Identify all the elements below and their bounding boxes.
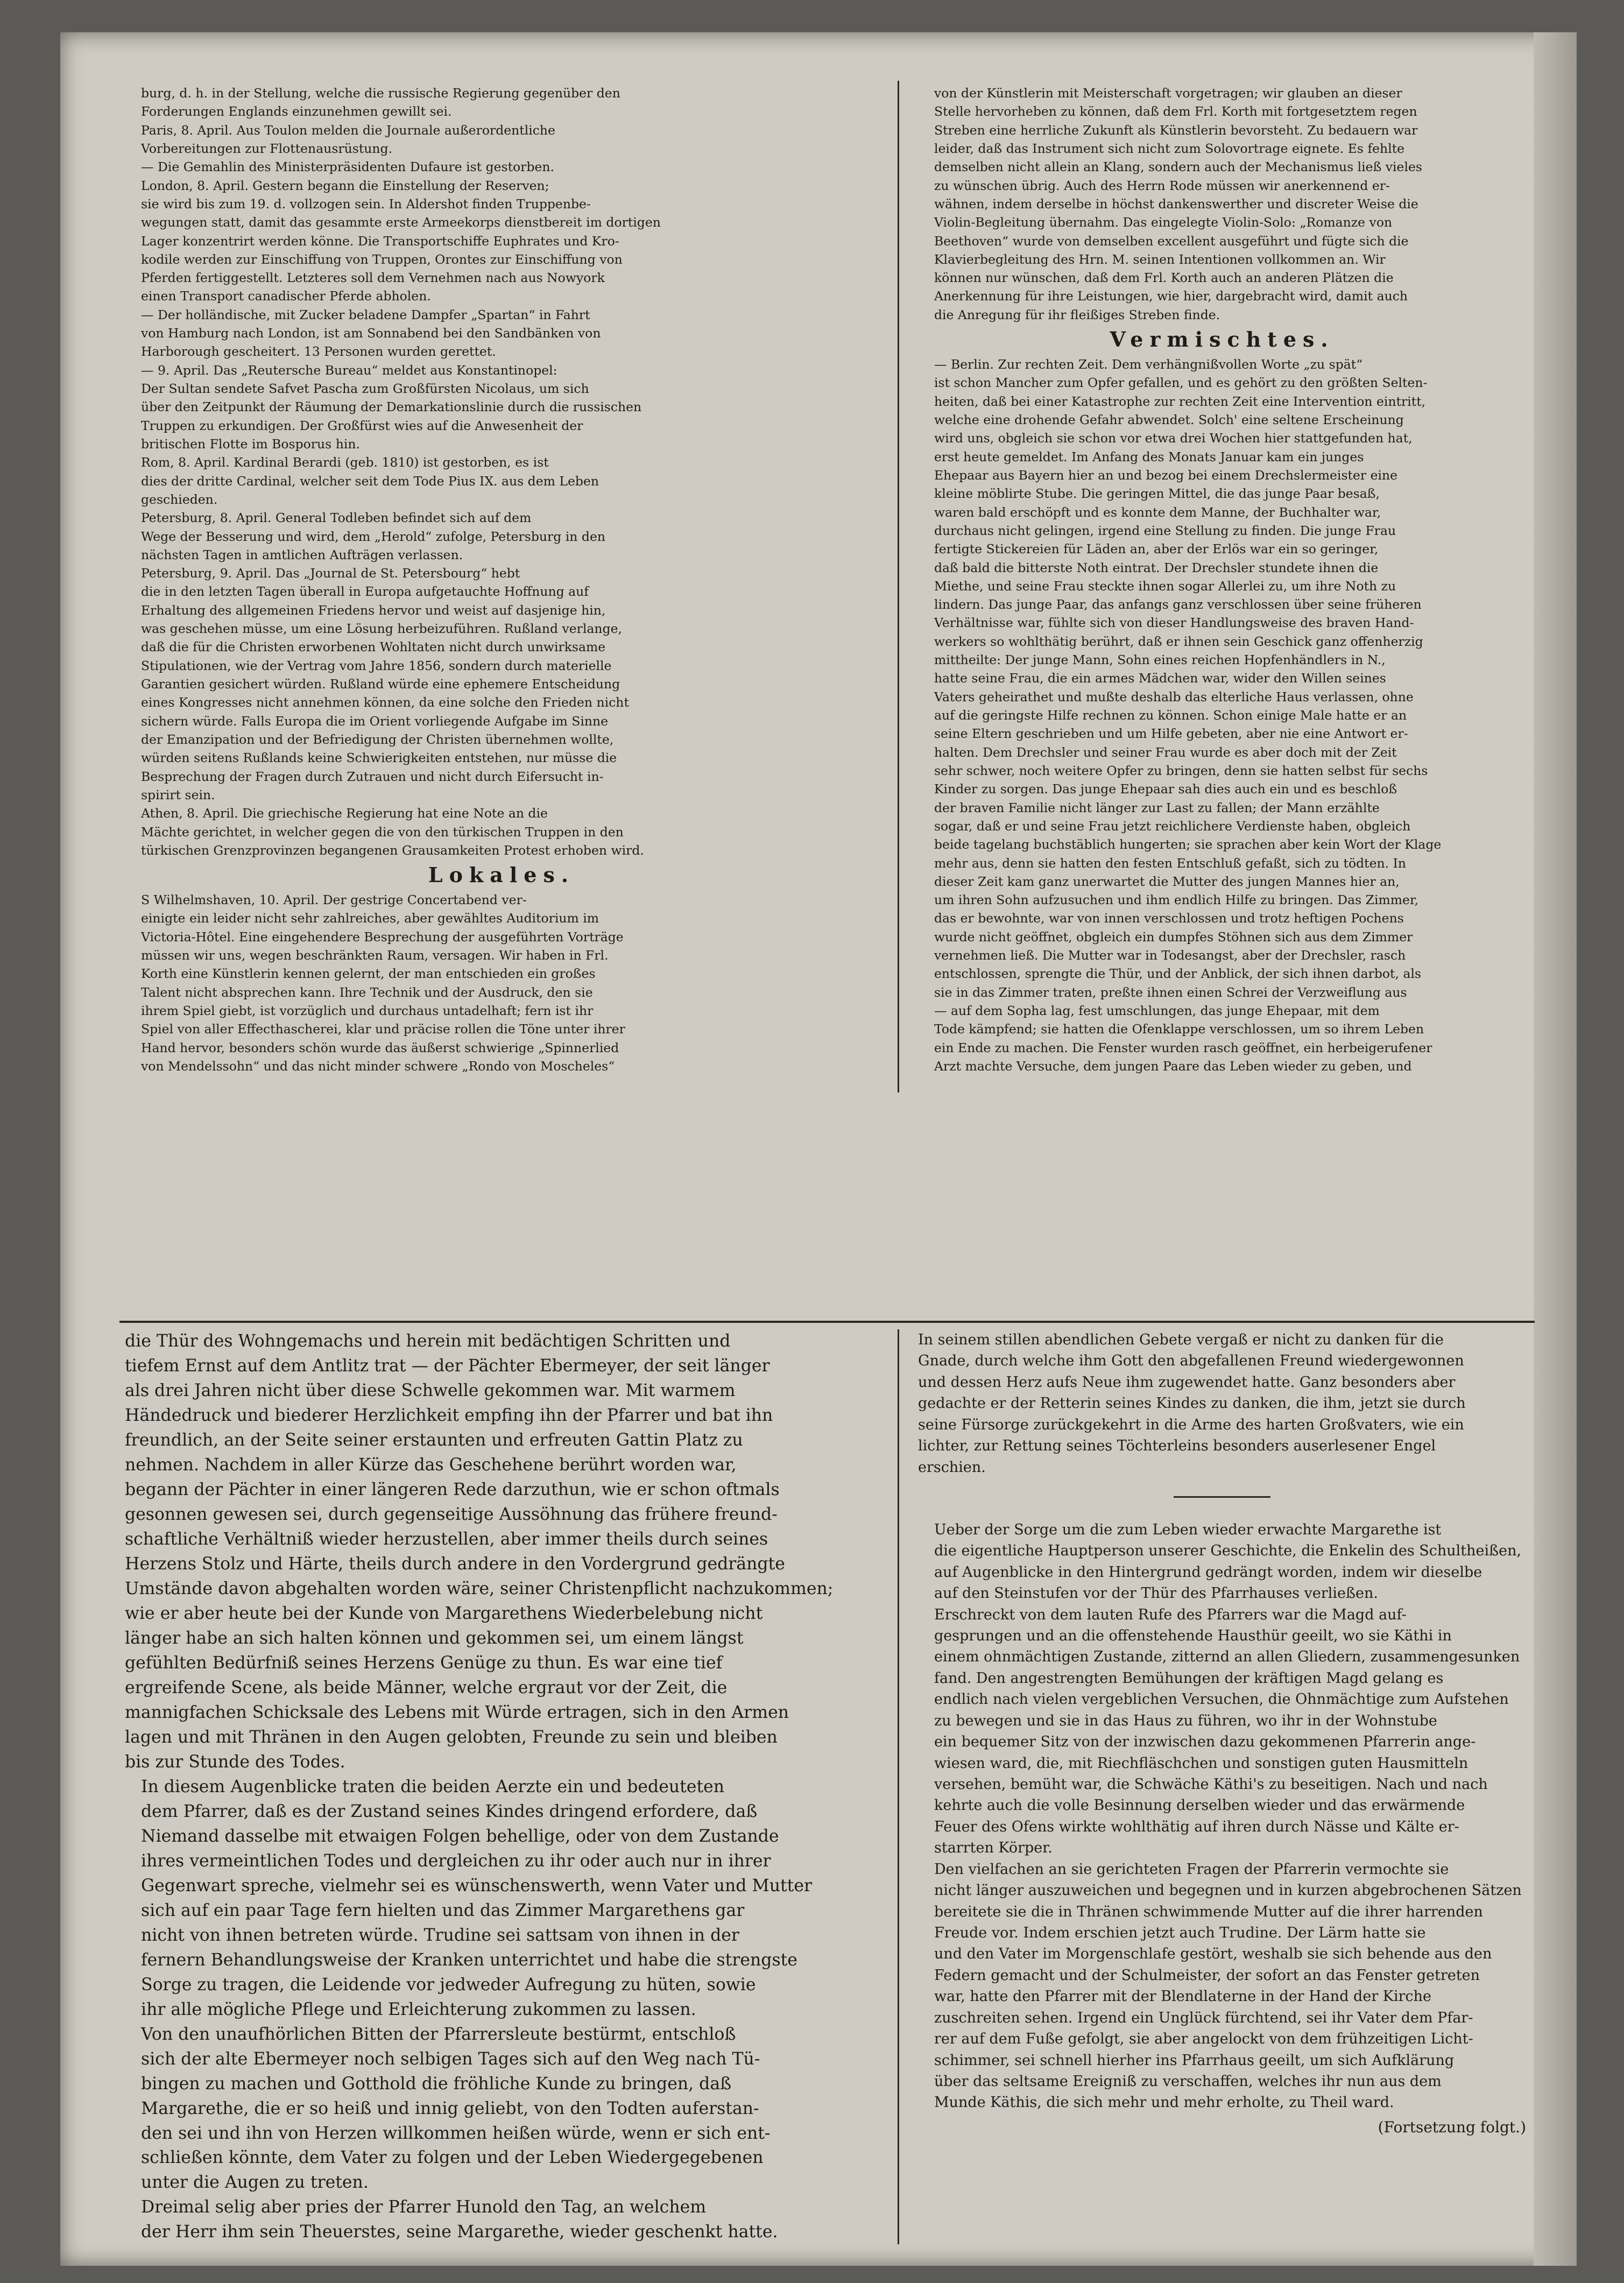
text-line: nächsten Tagen in amtlichen Aufträgen verlassen.	[141, 547, 463, 562]
text-line: bis zur Stunde des Todes.	[125, 1752, 345, 1772]
text-line: ein Ende zu machen. Die Fenster wurden rasch geöffnet, ein herbeigerufener	[934, 1040, 1432, 1055]
text-line: Petersburg, 8. April. General Todleben befindet sich auf dem	[141, 510, 532, 526]
text-line: — auf dem Sopha lag, fest umschlungen, das junge Ehepaar, mit dem	[934, 1003, 1380, 1018]
text-line: als drei Jahren nicht über diese Schwelle gekommen war. Mit warmem	[125, 1380, 736, 1400]
column-divider-top	[898, 81, 899, 1093]
text-line: auf Augenblicke in den Hintergrund gedrängt worden, indem wir dieselbe	[934, 1563, 1482, 1581]
text-line: Hand hervor, besonders schön wurde das äußerst schwierige „Spinnerlied	[141, 1040, 619, 1055]
text-line: Anerkennung für ihre Leistungen, wie hier, dargebracht wird, damit auch	[934, 288, 1408, 304]
text-line: erst heute gemeldet. Im Anfang des Monats Januar kam ein junges	[934, 449, 1364, 464]
text-line: welche eine drohende Gefahr abwendet. Solch' eine seltene Erscheinung	[934, 412, 1404, 427]
text-line: die Anregung für ihr fleißiges Streben finde.	[934, 307, 1220, 322]
text-line: schimmer, sei schnell hierher ins Pfarrhaus geeilt, um sich Aufklärung	[934, 2052, 1454, 2069]
text-line: gesprungen und an die offenstehende Hausthür geeilt, wo sie Käthi in	[934, 1627, 1452, 1645]
text-line: sich auf ein paar Tage fern hielten und das Zimmer Margarethens gar	[141, 1900, 745, 1920]
text-line: kehrte auch die volle Besinnung derselben wieder und das erwärmende	[934, 1797, 1465, 1814]
text-line: Dreimal selig aber pries der Pfarrer Hunold den Tag, an welchem	[141, 2197, 707, 2217]
text-line: Forderungen Englands einzunehmen gewillt sei.	[141, 104, 452, 119]
text-line: begann der Pächter in einer längeren Rede darzuthun, wie er schon oftmals	[125, 1479, 780, 1499]
text-line: — Der holländische, mit Zucker beladene Dampfer „Spartan“ in Fahrt	[141, 307, 590, 322]
text-line: vernehmen ließ. Die Mutter war in Todesangst, aber der Drechsler, rasch	[934, 948, 1406, 963]
text-line: britischen Flotte im Bosporus hin.	[141, 436, 360, 452]
text-line: zuschreiten sehen. Irgend ein Unglück fürchtend, sei ihr Vater dem Pfar-	[934, 2009, 1473, 2026]
text-line: über das seltsame Ereigniß zu verschaffen, welches ihr nun aus dem	[934, 2073, 1442, 2090]
text-line: Vaters geheirathet und mußte deshalb das elterliche Haus verlassen, ohne	[934, 689, 1414, 704]
text-line: nehmen. Nachdem in aller Kürze das Geschehene berührt worden war,	[125, 1455, 737, 1475]
text-line: wähnen, indem derselbe in höchst dankenswerther und discreter Weise die	[934, 196, 1418, 212]
article-paragraph	[918, 1329, 1526, 1478]
text-line: bingen zu machen und Gotthold die fröhliche Kunde zu bringen, daß	[141, 2074, 732, 2094]
column-top-right	[918, 84, 1526, 1090]
text-line: Freude vor. Indem erschien jetzt auch Trudine. Der Lärm hatte sie	[934, 1924, 1426, 1941]
article-paragraph	[125, 158, 878, 176]
column-bottom-right	[918, 1329, 1526, 2255]
newspaper-page	[60, 32, 1577, 2266]
text-line: ergreifende Scene, als beide Männer, welche ergraut vor der Zeit, die	[125, 1678, 728, 1697]
text-line: lagen und mit Thränen in den Augen gelobten, Freunde zu sein und bleiben	[125, 1727, 778, 1747]
text-line: Spiel von aller Effecthascherei, klar und präcise rollen die Töne unter ihrer	[141, 1021, 625, 1037]
text-line: Vorbereitungen zur Flottenausrüstung.	[141, 140, 393, 156]
text-line: Erschreckt von dem lauten Rufe des Pfarrers war die Magd auf-	[934, 1606, 1407, 1623]
text-line: sie in das Zimmer traten, preßte ihnen einen Schrei der Verzweiflung aus	[934, 984, 1407, 1000]
text-line: wie er aber heute bei der Kunde von Margarethens Wiederbelebung nicht	[125, 1603, 763, 1623]
text-line: — 9. April. Das „Reutersche Bureau“ meldet aus Konstantinopel:	[141, 362, 557, 378]
article-paragraph	[918, 1859, 1526, 2113]
article-paragraph	[918, 1604, 1526, 1859]
article-paragraph	[125, 121, 878, 158]
text-line: Federn gemacht und der Schulmeister, der sofort an das Fenster getreten	[934, 1967, 1480, 1984]
text-line: rer auf dem Fuße gefolgt, sie aber angelockt von dem frühzeitigen Licht-	[934, 2031, 1473, 2048]
text-line: Paris, 8. April. Aus Toulon melden die Journale außerordentliche	[141, 122, 555, 138]
text-line: Gnade, durch welche ihm Gott den abgefallenen Freund wiedergewonnen	[918, 1352, 1464, 1370]
article-paragraph	[125, 1329, 878, 1775]
text-line: dieser Zeit kam ganz unerwartet die Mutter des jungen Mannes hier an,	[934, 873, 1400, 889]
text-line: fand. Den angestrengten Bemühungen der kräftigen Magd gelang es	[934, 1669, 1444, 1687]
text-line: Niemand dasselbe mit etwaigen Folgen behellige, oder von dem Zustande	[141, 1826, 779, 1846]
text-line: Mächte gerichtet, in welcher gegen die von den türkischen Truppen in den	[141, 824, 624, 840]
text-line: Erhaltung des allgemeinen Friedens hervor und weist auf dasjenige hin,	[141, 602, 606, 618]
text-line: ist schon Mancher zum Opfer gefallen, und es gehört zu den größten Selten-	[934, 375, 1428, 391]
text-line: fertigte Stickereien für Läden an, aber der Erlös war ein so geringer,	[934, 541, 1379, 557]
text-line: sie wird bis zum 19. d. vollzogen sein. In Aldershot finden Truppenbe-	[141, 196, 591, 212]
page-edge	[1534, 32, 1577, 2266]
story-separator-rule	[1174, 1496, 1270, 1498]
text-line: der Herr ihm sein Theuerstes, seine Margarethe, wieder geschenkt hatte.	[141, 2222, 778, 2242]
text-line: wiesen ward, die, mit Riechfläschchen und sonstigen guten Hausmitteln	[934, 1754, 1468, 1772]
article-paragraph	[125, 1775, 878, 2023]
text-line: zu bewegen und sie in das Haus zu führen, wo ihr in der Wohnstube	[934, 1712, 1437, 1729]
text-line: einigte ein leider nicht sehr zahlreiches, aber gewähltes Auditorium im	[141, 911, 599, 926]
text-line: Den vielfachen an sie gerichteten Fragen der Pfarrerin vermochte sie	[934, 1861, 1449, 1878]
text-line: Der Sultan sendete Safvet Pascha zum Großfürsten Nicolaus, um sich	[141, 381, 589, 396]
article-paragraph	[125, 804, 878, 859]
text-line: auf den Steinstufen vor der Thür des Pfarrhauses verließen.	[934, 1585, 1379, 1602]
text-line: Petersburg, 9. April. Das „Journal de St. Petersbourg“ hebt	[141, 566, 520, 581]
article-paragraph	[125, 2195, 878, 2245]
text-line: Rom, 8. April. Kardinal Berardi (geb. 1810) ist gestorben, es ist	[141, 455, 549, 470]
text-line: Besprechung der Fragen durch Zutrauen und nicht durch Eifersucht in-	[141, 769, 604, 784]
text-line: geschieden.	[141, 491, 218, 507]
article-paragraph	[125, 564, 878, 804]
text-line: Verhältnisse war, fühlte sich von dieser Handlungsweise des braven Hand-	[934, 615, 1414, 631]
text-line: bereitete sie die in Thränen schwimmende Mutter auf die ihrer harrenden	[934, 1903, 1483, 1920]
text-line: Gegenwart spreche, vielmehr sei es wünschenswerth, wenn Vater und Mutter	[141, 1876, 813, 1896]
article-paragraph	[125, 84, 878, 121]
text-line: Stipulationen, wie der Vertrag vom Jahre 1856, sondern durch materielle	[141, 658, 612, 673]
text-line: einem ohnmächtigen Zustande, zitternd an allen Gliedern, zusammengesunken	[934, 1648, 1520, 1666]
text-line: schaftliche Verhältniß wieder herzustellen, aber immer theils durch seines	[125, 1529, 768, 1549]
text-line: wurde nicht geöffnet, obgleich ein dumpfes Stöhnen sich aus dem Zimmer	[934, 929, 1413, 945]
article-paragraph	[125, 453, 878, 509]
text-line: sehr schwer, noch weitere Opfer zu bringen, denn sie hatten selbst für sechs	[934, 763, 1428, 778]
text-line: werkers so wohlthätig berührt, daß er ihnen sein Geschick ganz offenherzig	[934, 633, 1423, 649]
text-line: lichter, zur Rettung seines Töchterleins besonders auserlesener Engel	[918, 1438, 1436, 1455]
column-top-left	[125, 84, 878, 1090]
text-line: ein bequemer Sitz von der inzwischen dazu gekommenen Pfarrerin ange-	[934, 1734, 1476, 1751]
text-line: die Thür des Wohngemachs und herein mit bedächtigen Schritten und	[125, 1331, 731, 1351]
text-line: Munde Käthis, die sich mehr und mehr erholte, zu Theil ward.	[934, 2094, 1394, 2111]
text-line: Umstände davon abgehalten worden wäre, seiner Christenpflicht nachzukommen;	[125, 1579, 834, 1598]
text-line: müssen wir uns, wegen beschränkten Raum, versagen. Wir haben in Frl.	[141, 948, 609, 963]
text-line: Violin-Begleitung übernahm. Das eingelegte Violin-Solo: „Romanze von	[934, 215, 1393, 230]
text-line: beide tagelang buchstäblich hungerten; sie sprachen aber kein Wort der Klage	[934, 837, 1442, 852]
article-paragraph	[918, 1519, 1526, 1604]
text-line: Tode kämpfend; sie hatten die Ofenklappe verschlossen, um so ihrem Leben	[934, 1021, 1424, 1037]
text-line: Truppen zu erkundigen. Der Großfürst wies auf die Anwesenheit der	[141, 418, 583, 433]
text-line: und dessen Herz aufs Neue ihm zugewendet hatte. Ganz besonders aber	[918, 1373, 1456, 1391]
text-line: — Berlin. Zur rechten Zeit. Dem verhängnißvollen Worte „zu spät“	[934, 357, 1363, 372]
text-line: seine Fürsorge zurückgekehrt in die Arme des harten Großvaters, wie ein	[918, 1416, 1464, 1433]
text-line: Feuer des Ofens wirkte wohlthätig auf ihren durch Nässe und Kälte er-	[934, 1818, 1459, 1835]
text-line: mittheilte: Der junge Mann, Sohn eines reichen Hopfenhändlers in N.,	[934, 652, 1386, 668]
text-line: freundlich, an der Seite seiner erstaunten und erfreuten Gattin Platz zu	[125, 1430, 743, 1450]
text-line: erschien.	[918, 1458, 986, 1476]
text-line: kodile werden zur Einschiffung von Truppen, Orontes zur Einschiffung von	[141, 251, 623, 267]
text-line: länger habe an sich halten können und gekommen sei, um einem längst	[125, 1628, 744, 1648]
text-line: gedachte er der Retterin seines Kindes zu danken, die ihm, jetzt sie durch	[918, 1395, 1466, 1412]
text-line: ihr alle mögliche Pflege und Erleichterung zukommen zu lassen.	[141, 1999, 696, 2019]
continuation-note: (Fortsetzung folgt.)	[1378, 2118, 1526, 2136]
text-line: S Wilhelmshaven, 10. April. Der gestrige Concertabend ver-	[141, 892, 527, 908]
text-line: Ueber der Sorge um die zum Leben wieder erwachte Margarethe ist	[934, 1521, 1442, 1538]
text-line: kleine möblirte Stube. Die geringen Mittel, die das junge Paar besaß,	[934, 486, 1380, 502]
text-line: In diesem Augenblicke traten die beiden Aerzte ein und bedeuteten	[141, 1777, 725, 1796]
text-line: Von den unaufhörlichen Bitten der Pfarrersleute bestürmt, entschloß	[141, 2024, 736, 2044]
text-line: Ehepaar aus Bayern hier an und bezog bei einem Drechslermeister eine	[934, 467, 1398, 483]
text-line: dies der dritte Cardinal, welcher seit dem Tode Pius IX. aus dem Leben	[141, 473, 599, 489]
text-line: den sei und ihn von Herzen willkommen heißen würde, wenn er sich ent-	[141, 2123, 771, 2143]
text-line: Garantien gesichert würden. Rußland würde eine ephemere Entscheidung	[141, 677, 620, 692]
text-line: Streben eine herrliche Zukunft als Künstlerin bevorsteht. Zu bedauern war	[934, 122, 1418, 138]
text-line: ihrem Spiel giebt, ist vorzüglich und durchaus untadelhaft; fern ist ihr	[141, 1003, 594, 1018]
text-line: gesonnen gewesen sei, durch gegenseitige Aussöhnung das frühere freund-	[125, 1504, 778, 1524]
text-line: was geschehen müsse, um eine Lösung herbeizuführen. Rußland verlange,	[141, 621, 622, 637]
text-line: eines Kongresses nicht annehmen können, da eine solche den Frieden nicht	[141, 695, 629, 710]
text-line: türkischen Grenzprovinzen begangenen Grausamkeiten Protest erhoben wird.	[141, 842, 644, 858]
text-line: Victoria-Hôtel. Eine eingehendere Besprechung der ausgeführten Vorträge	[141, 929, 624, 945]
text-line: von Hamburg nach London, ist am Sonnabend bei den Sandbänken von	[141, 326, 601, 341]
text-line: auf die geringste Hilfe rechnen zu können. Schon einige Male hatte er an	[934, 708, 1407, 723]
text-line: Sorge zu tragen, die Leidende vor jedweder Aufregung zu hüten, sowie	[141, 1975, 756, 1995]
text-line: starrten Körper.	[934, 1840, 1053, 1857]
article-paragraph	[125, 891, 878, 1075]
text-line: schließen könnte, dem Vater zu folgen und der Leben Wiedergegebenen	[141, 2148, 764, 2168]
column-divider-bottom	[898, 1329, 899, 2244]
text-line: Harborough gescheitert. 13 Personen wurden gerettet.	[141, 344, 496, 360]
text-line: und den Vater im Morgenschlafe gestört, weshalb sie sich behende aus den	[934, 1946, 1492, 1963]
text-line: einen Transport canadischer Pferde abholen.	[141, 288, 431, 304]
text-line: Herzens Stolz und Härte, theils durch andere in den Vordergrund gedrängte	[125, 1554, 785, 1574]
text-line: das er bewohnte, war von innen verschlossen und trotz heftigen Pochens	[934, 911, 1404, 926]
text-line: wird uns, obgleich sie schon vor etwa drei Wochen hier stattgefunden hat,	[934, 431, 1413, 446]
text-line: durchaus nicht gelingen, irgend eine Stellung zu finden. Die junge Frau	[934, 523, 1396, 538]
text-line: daß die für die Christen erworbenen Wohltaten nicht durch unwirksame	[141, 639, 606, 655]
section-heading: Lokales.	[428, 863, 575, 887]
text-line: die eigentliche Hauptperson unserer Geschichte, die Enkelin des Schultheißen,	[934, 1542, 1522, 1560]
text-line: Pferden fertiggestellt. Letzteres soll dem Vernehmen nach aus Nowyork	[141, 270, 605, 286]
text-line: sich der alte Ebermeyer noch selbigen Tages sich auf den Weg nach Tü-	[141, 2049, 760, 2069]
article-paragraph	[918, 84, 1526, 324]
text-line: entschlossen, sprengte die Thür, und der Anblick, der sich ihnen darbot, als	[934, 966, 1422, 982]
text-line: Händedruck und biederer Herzlichkeit empfing ihn der Pfarrer und bat ihn	[125, 1405, 773, 1425]
text-line: wegungen statt, damit das gesammte erste Armeekorps dienstbereit im dortigen	[141, 215, 661, 230]
section-divider	[119, 1321, 1535, 1323]
text-line: In seinem stillen abendlichen Gebete vergaß er nicht zu danken für die	[918, 1331, 1444, 1348]
text-line: waren bald erschöpft und es konnte dem Manne, der Buchhalter war,	[934, 504, 1381, 520]
text-line: die in den letzten Tagen überall in Europa aufgetauchte Hoffnung auf	[141, 584, 589, 600]
text-line: über den Zeitpunkt der Räumung der Demarkationslinie durch die russischen	[141, 399, 642, 415]
text-line: sogar, daß er und seine Frau jetzt reichlichere Verdienste haben, obgleich	[934, 818, 1411, 834]
text-line: von der Künstlerin mit Meisterschaft vorgetragen; wir glauben an dieser	[934, 86, 1402, 101]
text-line: zu wünschen übrig. Auch des Herrn Rode müssen wir anerkennend er-	[934, 178, 1390, 193]
text-line: versehen, bemüht war, die Schwäche Käthi's zu beseitigen. Nach und nach	[934, 1776, 1488, 1793]
text-line: Arzt machte Versuche, dem jungen Paare das Leben wieder zu geben, und	[934, 1058, 1412, 1074]
text-line: fernern Behandlungsweise der Kranken unterrichtet und habe die strengste	[141, 1950, 797, 1970]
article-paragraph	[125, 2023, 878, 2196]
text-line: heiten, daß bei einer Katastrophe zur rechten Zeit eine Intervention eintritt,	[934, 393, 1426, 409]
text-line: mehr aus, denn sie hatten den festen Entschluß gefaßt, sich zu tödten. In	[934, 855, 1406, 871]
article-paragraph	[125, 509, 878, 564]
article-paragraph	[125, 361, 878, 454]
text-line: Stelle hervorheben zu können, daß dem Frl. Korth mit fortgesetztem regen	[934, 104, 1417, 119]
text-line: hatte seine Frau, die ein armes Mädchen war, wider den Willen seines	[934, 671, 1386, 686]
column-bottom-left	[125, 1329, 878, 2255]
text-line: leider, daß das Instrument sich nicht zum Solovortrage eignete. Es fehlte	[934, 140, 1405, 156]
text-line: Athen, 8. April. Die griechische Regierung hat eine Note an die	[141, 806, 548, 821]
text-line: können nur wünschen, daß dem Frl. Korth auch an anderen Plätzen die	[934, 270, 1394, 286]
text-line: seine Eltern geschrieben und um Hilfe gebeten, aber nie eine Antwort er-	[934, 726, 1408, 742]
text-line: unter die Augen zu treten.	[141, 2173, 369, 2193]
article-paragraph	[918, 355, 1526, 1075]
text-line: Miethe, und seine Frau steckte ihnen sogar Allerlei zu, um ihre Noth zu	[934, 578, 1396, 594]
article-paragraph	[125, 177, 878, 306]
text-line: ihres vermeintlichen Todes und dergleichen zu ihr oder auch nur in ihrer	[141, 1851, 771, 1871]
text-line: war, hatte den Pfarrer mit der Blendlaterne in der Hand der Kirche	[934, 1988, 1432, 2005]
text-line: der Emanzipation und der Befriedigung der Christen übernehmen wollte,	[141, 731, 614, 747]
text-line: lindern. Das junge Paar, das anfangs ganz verschlossen über seine früheren	[934, 597, 1422, 612]
text-line: dem Pfarrer, daß es der Zustand seines Kindes dringend erfordere, daß	[141, 1801, 758, 1821]
text-line: — Die Gemahlin des Ministerpräsidenten Dufaure ist gestorben.	[141, 159, 555, 175]
text-line: Kinder zu sorgen. Das junge Ehepaar sah dies auch ein und es beschloß	[934, 781, 1397, 797]
text-line: mannigfachen Schicksale des Lebens mit Würde ertragen, sich in den Armen	[125, 1702, 789, 1722]
text-line: Talent nicht absprechen kann. Ihre Technik und der Ausdruck, den sie	[141, 984, 593, 1000]
text-line: London, 8. April. Gestern begann die Einstellung der Reserven;	[141, 178, 549, 193]
text-line: Korth eine Künstlerin kennen gelernt, der man entschieden ein großes	[141, 966, 596, 982]
text-line: Klavierbegleitung des Hrn. M. seinen Intentionen vollkommen an. Wir	[934, 251, 1386, 267]
text-line: tiefem Ernst auf dem Antlitz trat — der Pächter Ebermeyer, der seit länger	[125, 1356, 770, 1376]
text-line: halten. Dem Drechsler und seiner Frau wurde es aber doch mit der Zeit	[934, 744, 1397, 760]
text-line: gefühlten Bedürfniß seines Herzens Genüge zu thun. Es war eine tief	[125, 1653, 723, 1673]
text-line: um ihren Sohn aufzusuchen und ihm endlich Hilfe zu bringen. Das Zimmer,	[934, 892, 1419, 908]
text-line: daß bald die bitterste Noth eintrat. Der Drechsler stundete ihnen die	[934, 560, 1379, 575]
text-line: nicht länger auszuweichen und begegnen und in kurzen abgebrochenen Sätzen	[934, 1882, 1522, 1899]
article-paragraph	[125, 306, 878, 361]
text-line: Lager konzentrirt werden könne. Die Transportschiffe Euphrates und Kro-	[141, 233, 619, 249]
text-line: spirirt sein.	[141, 787, 215, 802]
text-line: burg, d. h. in der Stellung, welche die russische Regierung gegenüber den	[141, 86, 620, 101]
text-line: von Mendelssohn“ und das nicht minder schwere „Rondo von Moscheles“	[141, 1058, 615, 1074]
text-line: demselben nicht allein an Klang, sondern auch der Mechanismus ließ vieles	[934, 159, 1422, 175]
text-line: Margarethe, die er so heiß und innig geliebt, von den Todten auferstan-	[141, 2098, 759, 2118]
text-line: würden seitens Rußlands keine Schwierigkeiten entstehen, nur müsse die	[141, 750, 617, 766]
text-line: endlich nach vielen vergeblichen Versuchen, die Ohnmächtige zum Aufstehen	[934, 1691, 1509, 1708]
text-line: Wege der Besserung und wird, dem „Herold“ zufolge, Petersburg in den	[141, 529, 605, 544]
text-line: nicht von ihnen betreten würde. Trudine sei sattsam von ihnen in der	[141, 1925, 739, 1945]
text-line: sichern würde. Falls Europa die im Orient vorliegende Aufgabe im Sinne	[141, 713, 609, 729]
text-line: der braven Familie nicht länger zur Last zu fallen; der Mann erzählte	[934, 800, 1380, 815]
text-line: Beethoven“ wurde von demselben excellent ausgeführt und fügte sich die	[934, 233, 1409, 249]
section-heading: Vermischtes.	[1110, 327, 1334, 352]
